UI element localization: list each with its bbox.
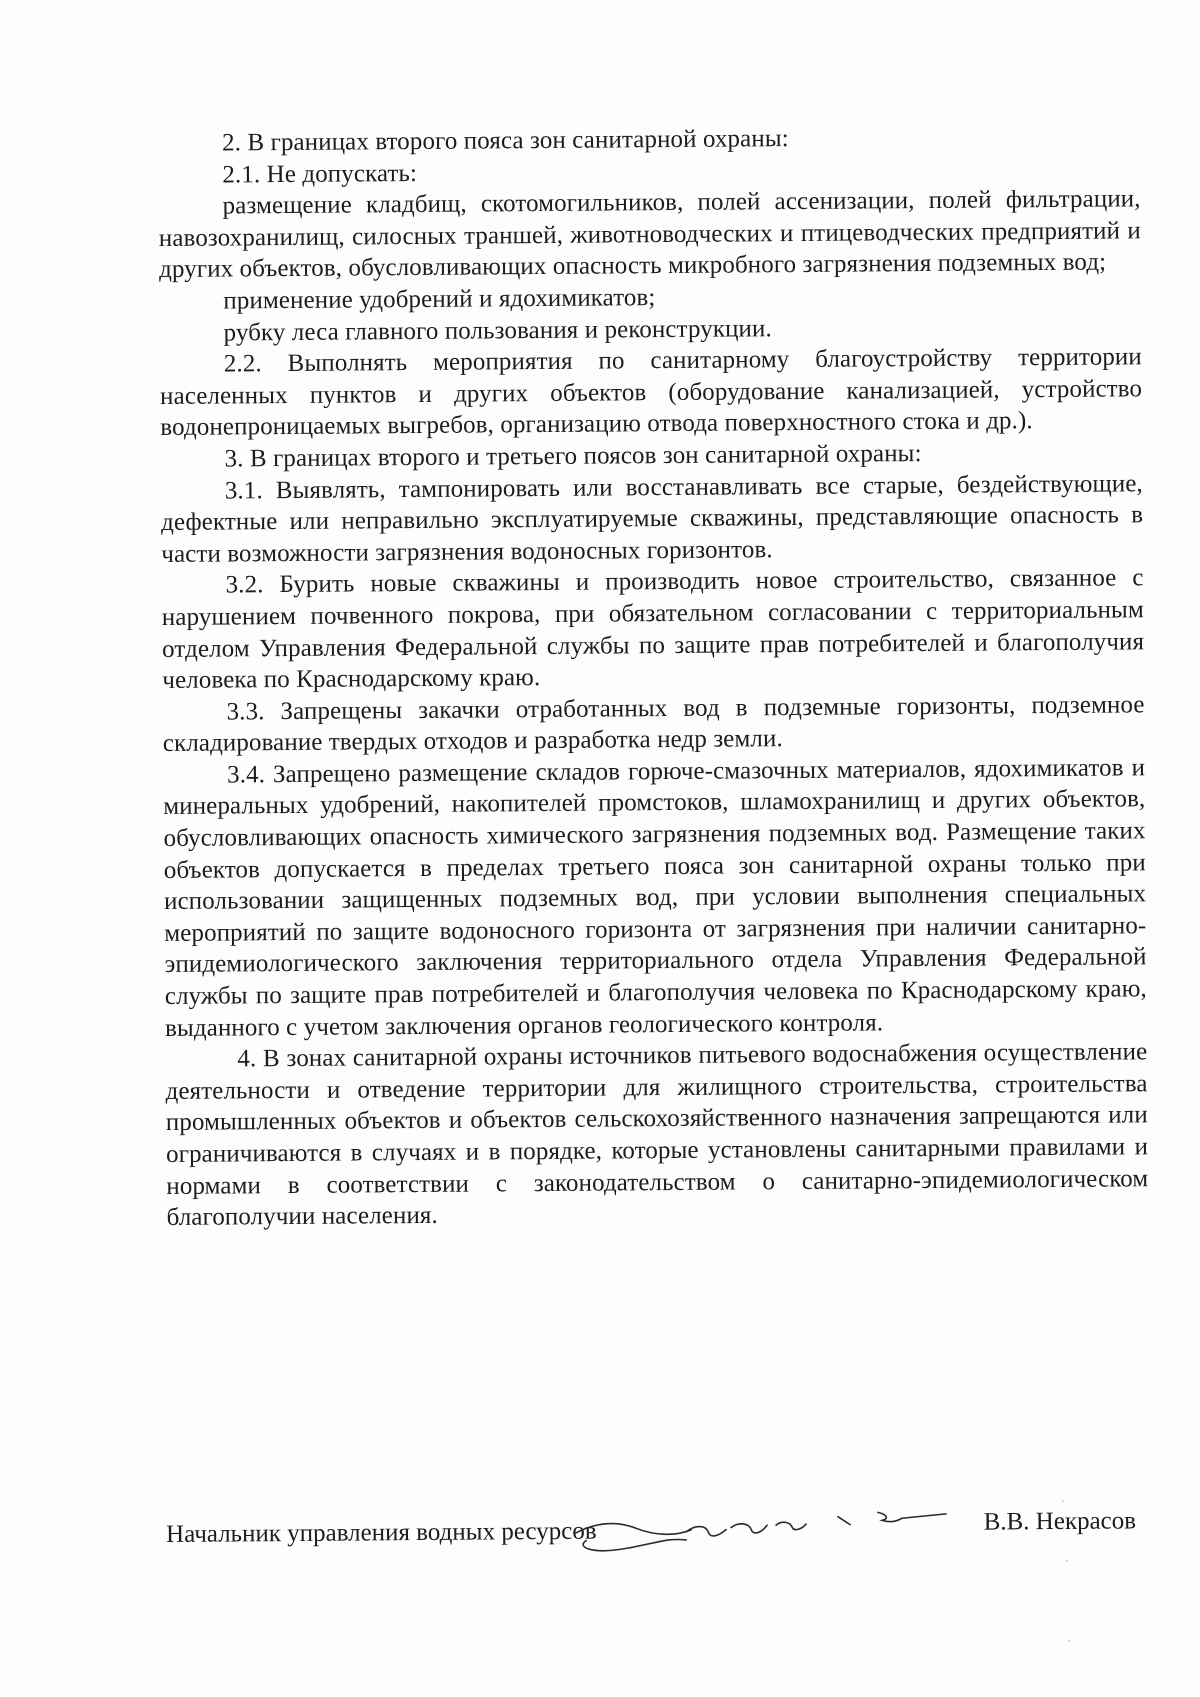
signatory-position: Начальник управления водных ресурсов (166, 1517, 597, 1548)
paragraph-3-2: 3.2. Бурить новые скважины и производить новое строительство, связанное с нарушением почвенного покрова, при обязательном согласовании с территориальным отделом Управления Федеральной службы по защите прав потребителей и благополучия человека по Краснодарскому краю. (161, 564, 1145, 695)
paragraph-2-1: 2.1. Не допускать: (222, 159, 418, 189)
scan-speck (1062, 1500, 1064, 1502)
paragraph-3-3: 3.3. Запрещены закачки отработанных вод в подземные горизонты, подземное складирование твердых отходов и разработка недр земли. (162, 690, 1145, 758)
paragraph-3-4: 3.4. Запрещено размещение складов горюче-смазочных материалов, ядохимикатов и минеральных удобрений, накопителей промстоков, шламохранилищ и других объектов, обусловливающих опасность химического загрязнения подземных вод. Размещение таких объектов допускается в пределах третьего пояса зон санитарной охраны только при использовании защищенных подземных вод, при условии выполнения специальных мероприятий по защите водоносного горизонта от загрязнения при наличии санитарно-эпидемиологического заключения территориального отдела Управления Федеральной службы по защите прав потребителей и благополучия человека по Краснодарскому краю, выданного с учетом заключения органов геологического контроля. (163, 754, 1147, 1042)
scan-speck (1068, 1640, 1070, 1642)
paragraph-2-1-item-2: применение удобрений и ядохимикатов; (223, 284, 656, 315)
paragraph-2-1-item-1: размещение кладбищ, скотомогильников, полей ассенизации, полей фильтрации, навозохранилищ, силосных траншей, животноводческих и птицеводческих предприятий и других объектов, обусловливающих опасность микробного загрязнения подземных вод; (158, 185, 1141, 284)
paragraph-section-4: 4. В зонах санитарной охраны источников питьевого водоснабжения осуществление деятельности и отведение территории для жилищного строительства, строительства промышленных объектов и объектов сельскохозяйственного назначения запрещаются или ограничиваются в случаях и в порядке, которые установлены санитарными правилами и нормами в соответствии с законодательством о санитарно-эпидемиологическом благополучии населения. (165, 1038, 1149, 1232)
paragraph-2-1-item-3: рубку леса главного пользования и реконструкции. (223, 314, 772, 347)
signature-block (166, 1507, 1137, 1560)
paragraph-3-1: 3.1. Выявлять, тампонировать или восстанавливать все старые, бездействующие, дефектные или неправильно эксплуатируемые скважины, представляющие опасность в части возможности загрязнения водоносных горизонтов. (160, 469, 1144, 568)
paragraph-section-3: 3. В границах второго и третьего поясов зон санитарной охраны: (224, 439, 922, 473)
paragraph-2-2: 2.2. Выполнять мероприятия по санитарному благоустройству территории населенных пунктов и других объектов (оборудование канализацией, устройство водонепроницаемых выгребов, организацию отвода поверхностного стока и др.). (160, 343, 1143, 442)
signatory-name: В.В. Некрасов (983, 1507, 1137, 1536)
scan-speck (1066, 1560, 1068, 1562)
paragraph-section-2: 2. В границах второго пояса зон санитарной охраны: (222, 125, 789, 157)
document-body (158, 120, 1149, 1233)
